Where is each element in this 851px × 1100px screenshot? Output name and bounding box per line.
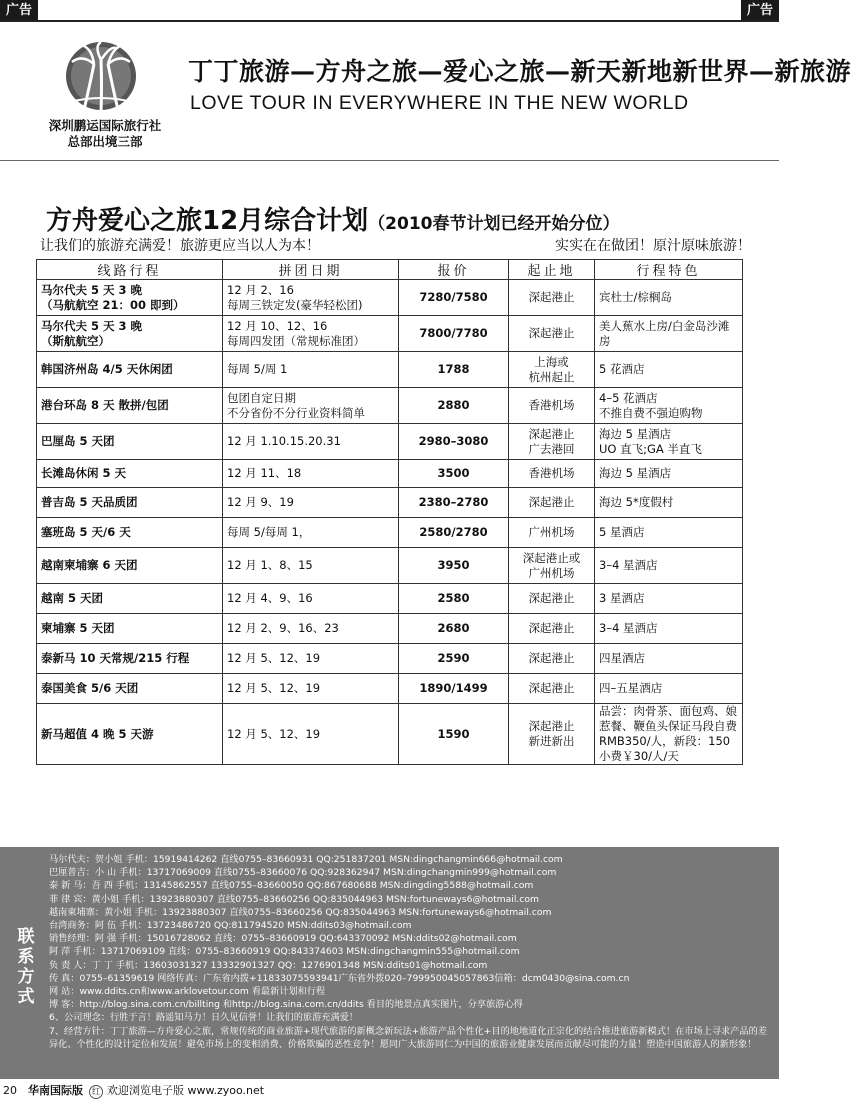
cell-route-text: 普吉岛 5 天品质团 <box>41 495 138 509</box>
cell-price <box>399 488 509 518</box>
header-route: 线路行程 <box>37 260 223 280</box>
cell-feat <box>595 488 743 518</box>
cell-dates-text: 12 月 1.10.15.20.31 <box>227 434 341 448</box>
cell-feat-text: 3–4 星酒店 <box>599 558 658 572</box>
cell-price-text: 2880 <box>437 398 470 412</box>
cell-route <box>37 352 223 388</box>
cell-price <box>399 280 509 316</box>
cell-route-text: 巴厘岛 5 天团 <box>41 434 115 448</box>
cell-price <box>399 352 509 388</box>
ad-label-right: 广告 <box>741 0 779 21</box>
cell-price <box>399 316 509 352</box>
cell-dates <box>223 644 399 674</box>
cell-price <box>399 424 509 460</box>
cell-feat-text: 3–4 星酒店 <box>599 621 658 635</box>
cell-price-text: 2380–2780 <box>418 495 489 509</box>
contact-label: 联系方式 <box>17 927 35 1007</box>
cell-dep-text: 深起港止 <box>528 591 575 605</box>
cell-route <box>37 584 223 614</box>
cell-dates <box>223 460 399 488</box>
cell-dates <box>223 704 399 765</box>
cell-feat <box>595 674 743 704</box>
cell-dates <box>223 584 399 614</box>
cell-dates <box>223 548 399 584</box>
page-footer <box>0 1082 779 1100</box>
cell-dep-text: 深起港止 <box>528 290 575 304</box>
cell-route <box>37 614 223 644</box>
cell-dep <box>509 614 595 644</box>
cell-dates <box>223 518 399 548</box>
cell-dep <box>509 388 595 424</box>
cell-dates-text: 12 月 2、16 每周三铁定发(豪华轻松团) <box>227 282 363 312</box>
cell-dep <box>509 316 595 352</box>
contact-line: 销售经理：阿 强 手机：15016728062 直线：0755–83660919 QQ:643370092 MSN:ddits02@hotmail.com <box>49 933 517 945</box>
cell-route <box>37 280 223 316</box>
cell-dep <box>509 584 595 614</box>
cell-feat-text: 海边 5 星酒店 UO 直飞;GA 半直飞 <box>599 426 702 456</box>
cell-dep-text: 深起港止 <box>528 326 575 340</box>
cell-price <box>399 704 509 765</box>
cell-price-text: 2580/2780 <box>419 525 488 539</box>
cell-dates <box>223 352 399 388</box>
page-number: 20 <box>3 1084 17 1097</box>
cell-dep <box>509 704 595 765</box>
contact-line: 阿 萍 手机：13717069109 直线：0755–83660919 QQ:843374603 MSN:dingchangmin555@hotmail.com <box>49 946 520 958</box>
cell-price <box>399 644 509 674</box>
cell-route <box>37 388 223 424</box>
cell-feat <box>595 352 743 388</box>
contact-line: 传 真：0755–61359619 网络传真：广东省内拨+11833075593941广东省外拨020–799950045057863信箱：dcm0430@sina.com.cn <box>49 972 630 984</box>
cell-feat-text: 海边 5*度假村 <box>599 495 674 509</box>
cell-feat <box>595 518 743 548</box>
slogan-chinese: 丁丁旅游—方舟之旅—爱心之旅—新天新地新世界—新旅游 <box>188 57 851 86</box>
header-price: 报价 <box>399 260 509 280</box>
cell-dep-text: 深起港止 <box>528 651 575 665</box>
cell-route <box>37 704 223 765</box>
cell-dates-text: 12 月 5、12、19 <box>227 726 321 741</box>
cell-price-text: 7800/7780 <box>419 326 488 340</box>
company-line-1: 深圳鹏运国际旅行社 <box>48 118 162 133</box>
cell-route <box>37 644 223 674</box>
contact-line: 泰 新 马：吾 西 手机：13145862557 直线0755–83660050 QQ:867680688 MSN:dingding5588@hotmail.com <box>49 880 534 892</box>
cell-price <box>399 548 509 584</box>
cell-dep <box>509 488 595 518</box>
cell-price <box>399 614 509 644</box>
cell-feat-text: 海边 5 星酒店 <box>599 466 672 480</box>
cell-dates-text: 12 月 1、8、15 <box>227 558 313 572</box>
contact-line: 7、经营方针：丁丁旅游—方舟爱心之旅，常规传统的商业旅游+现代旅游的新概念新玩法+旅游产品个性化+目的地地道化正宗化的结合推进旅游新模式！在市场上寻求产品的差异化、个性化的设计定位和发展！避免市场上的变相消费、价格欺骗的恶性竞争！愿同广大旅游同仁为中国的旅游业健康发展而贡献尽可能的力量！塑造中国旅游人的新形象！ <box>49 1025 767 1050</box>
top-divider <box>0 20 779 22</box>
cell-feat-text: 4–5 花酒店 不推自费不强迫购物 <box>599 390 703 420</box>
company-name <box>20 118 190 150</box>
tagline-right: 实实在在做团！原汁原味旅游！ <box>555 238 751 254</box>
cell-dep-text: 深起港止 <box>528 495 575 509</box>
cell-route-text: 马尔代夫 5 天 3 晚 （斯航航空） <box>41 318 143 348</box>
contact-line: 越南柬埔寨：黄小姐 手机：13923880307 直线0755–83660256 QQ:835044963 MSN:fortuneways6@hotmail.com <box>49 906 552 918</box>
cell-dates <box>223 388 399 424</box>
cell-feat <box>595 460 743 488</box>
cell-dep-text: 香港机场 <box>528 398 575 412</box>
table-row <box>37 316 743 352</box>
cell-route-text: 韩国济州岛 4/5 天休闲团 <box>41 362 173 376</box>
cell-feat-text: 四–五星酒店 <box>599 681 663 695</box>
cell-feat-text: 品尝：肉骨茶、面包鸡、娘惹餐、鞭鱼头保证马段自费RMB350/人，新段：150 小费￥30/人/天 <box>599 704 737 763</box>
table-row <box>37 614 743 644</box>
table-row <box>37 704 743 765</box>
cell-feat <box>595 424 743 460</box>
table-row <box>37 548 743 584</box>
ad-label-left: 广告 <box>0 0 38 21</box>
cell-price-text: 3500 <box>437 466 470 480</box>
cell-route-text: 长滩岛休闲 5 天 <box>41 466 127 480</box>
cell-price <box>399 584 509 614</box>
table-row <box>37 674 743 704</box>
edition-name: 华南国际版 <box>28 1084 83 1097</box>
cell-feat <box>595 548 743 584</box>
table-row <box>37 518 743 548</box>
table-row <box>37 584 743 614</box>
cell-route <box>37 424 223 460</box>
cell-feat <box>595 644 743 674</box>
cell-price <box>399 674 509 704</box>
cell-dep-text: 广州机场 <box>528 525 575 539</box>
table-row <box>37 460 743 488</box>
cell-price-text: 2580 <box>437 591 470 605</box>
cell-feat <box>595 280 743 316</box>
header-features: 行程特色 <box>595 260 743 280</box>
cell-feat-text: 四星酒店 <box>599 651 645 665</box>
cell-dep-text: 深起港止 <box>528 621 575 635</box>
cell-dep-text: 深起港止 广去港回 <box>528 426 575 456</box>
cell-dates-text: 每周 5/每周 1， <box>227 525 311 539</box>
cell-price-text: 1590 <box>437 726 470 741</box>
contact-line: 巴厘普吉：小 山 手机：13717069009 直线0755–83660076 QQ:928362947 MSN:dingchangmin999@hotmail.com <box>49 867 557 879</box>
tagline-left: 让我们的旅游充满爱！旅游更应当以人为本！ <box>40 238 320 254</box>
tour-plan-table <box>36 259 743 765</box>
contact-line: 台湾商务：阿 伍 手机：13723486720 QQ:811794520 MSN:ddits03@hotmail.com <box>49 920 412 932</box>
contact-line: 菲 律 宾：黄小姐 手机：13923880307 直线0755–83660256 QQ:835044963 MSN:fortuneways6@hotmail.com <box>49 893 539 905</box>
cell-dep <box>509 644 595 674</box>
cell-dates-text: 12 月 2、9、16、23 <box>227 621 339 635</box>
cell-feat-text: 宾杜士/棕榈岛 <box>599 290 672 304</box>
cell-dep <box>509 674 595 704</box>
cell-route-text: 新马超值 4 晚 5 天游 <box>41 726 154 741</box>
contact-line: 博 客：http://blog.sina.com.cn/billting 和http://blog.sina.com.cn/ddits 看目的地景点真实图片，分享旅游心得 <box>49 999 523 1011</box>
plan-title-main: 方舟爱心之旅12月综合计划 <box>46 206 369 236</box>
contact-line: 6、公司理念：行胜于言！路遥知马力！日久见信誉！让我们的旅游充满爱！ <box>49 1012 359 1024</box>
table-body <box>37 280 743 765</box>
cell-dep-text: 上海或 杭州起止 <box>528 354 575 384</box>
contact-panel <box>0 847 779 1079</box>
cell-feat <box>595 316 743 352</box>
cell-dates-text: 12 月 10、12、16 每周四发团（常规标准团） <box>227 318 365 348</box>
cell-price-text: 1890/1499 <box>419 681 488 695</box>
contact-line: 网 站：www.ddits.cn和www.arklovetour.com 看最新计划和行程 <box>49 986 326 998</box>
cell-dates <box>223 316 399 352</box>
cell-dates <box>223 614 399 644</box>
cell-feat <box>595 704 743 765</box>
cell-dep <box>509 518 595 548</box>
cell-route-text: 越南柬埔寨 6 天团 <box>41 558 138 572</box>
cell-feat <box>595 584 743 614</box>
cell-price-text: 7280/7580 <box>419 290 488 304</box>
cell-route-text: 塞班岛 5 天/6 天 <box>41 525 131 539</box>
cell-feat-text: 3 星酒店 <box>599 591 645 605</box>
cell-feat <box>595 614 743 644</box>
cell-dates-text: 12 月 11、18 <box>227 466 302 480</box>
cell-dates <box>223 674 399 704</box>
cell-route-text: 马尔代夫 5 天 3 晚 （马航航空 21：00 即到） <box>41 282 185 312</box>
contact-lines <box>49 853 769 1051</box>
browse-text: 欢迎浏览电子版 www.zyoo.net <box>107 1084 265 1097</box>
cell-dep <box>509 280 595 316</box>
table-row <box>37 280 743 316</box>
contact-line: 马尔代夫：贺小姐 手机：15919414262 直线0755–83660931 QQ:251837201 MSN:dingchangmin666@hotmail.com <box>49 854 563 865</box>
cell-dates <box>223 488 399 518</box>
header-dates: 拼团日期 <box>223 260 399 280</box>
cell-route-text: 港台环岛 8 天 散拼/包团 <box>41 398 169 412</box>
plan-subtitle: （2010春节计划已经开始分位） <box>368 214 620 234</box>
slogan-english: LOVE TOUR IN EVERYWHERE IN THE NEW WORLD <box>190 92 689 114</box>
cell-dep <box>509 460 595 488</box>
cell-dates-text: 12 月 5、12、19 <box>227 681 321 695</box>
cell-dep <box>509 424 595 460</box>
cell-route-text: 越南 5 天团 <box>41 591 104 605</box>
cell-dates-text: 12 月 5、12、19 <box>227 651 321 665</box>
plan-title <box>46 200 620 237</box>
contact-line: 负 责 人：丁 丁 手机：13603031327 13332901327 QQ：1276901348 MSN:ddits01@hotmail.com <box>49 959 488 971</box>
cell-price <box>399 460 509 488</box>
cell-dates-text: 包团自定日期 不分省份不分行业资料简单 <box>227 390 365 420</box>
table-header-row <box>37 260 743 280</box>
cell-dep-text: 深起港止 <box>528 681 575 695</box>
table-row <box>37 644 743 674</box>
table-row <box>37 388 743 424</box>
cell-feat-text: 5 星酒店 <box>599 525 645 539</box>
cell-feat-text: 美人蕉水上房/白金岛沙滩房 <box>599 318 730 348</box>
cell-route <box>37 316 223 352</box>
cell-route <box>37 460 223 488</box>
cell-dates-text: 12 月 4、9、16 <box>227 591 313 605</box>
cell-dep-text: 深起港止或 广州机场 <box>522 550 581 580</box>
table-row <box>37 424 743 460</box>
cell-dep <box>509 352 595 388</box>
cell-route <box>37 674 223 704</box>
cell-price-text: 3950 <box>437 558 470 572</box>
cell-price-text: 1788 <box>437 362 470 376</box>
cell-price <box>399 388 509 424</box>
cell-route-text: 泰国美食 5/6 天团 <box>41 681 139 695</box>
cell-price-text: 2590 <box>437 651 470 665</box>
cell-route <box>37 488 223 518</box>
cell-feat-text: 5 花酒店 <box>599 362 645 376</box>
edition-badge: 红 <box>89 1085 103 1099</box>
header-departure: 起止地 <box>509 260 595 280</box>
cell-dep-text: 深起港止 新进新出 <box>528 719 575 748</box>
cell-dep <box>509 548 595 584</box>
cell-route <box>37 548 223 584</box>
cell-route-text: 泰新马 10 天常规/215 行程 <box>41 651 190 665</box>
cell-route-text: 柬埔寨 5 天团 <box>41 621 115 635</box>
cell-feat <box>595 388 743 424</box>
cell-dates <box>223 280 399 316</box>
cell-dep-text: 香港机场 <box>528 466 575 480</box>
cell-dates-text: 12 月 9、19 <box>227 495 294 509</box>
cell-price <box>399 518 509 548</box>
cell-price-text: 2680 <box>437 621 470 635</box>
header-divider <box>0 160 779 161</box>
company-line-2: 总部出境三部 <box>67 134 143 149</box>
table-row <box>37 488 743 518</box>
cell-route <box>37 518 223 548</box>
cell-dates-text: 每周 5/周 1 <box>227 362 288 376</box>
cell-dates <box>223 424 399 460</box>
table-row <box>37 352 743 388</box>
palm-tree-logo-icon <box>64 40 138 118</box>
cell-price-text: 2980–3080 <box>418 434 489 448</box>
